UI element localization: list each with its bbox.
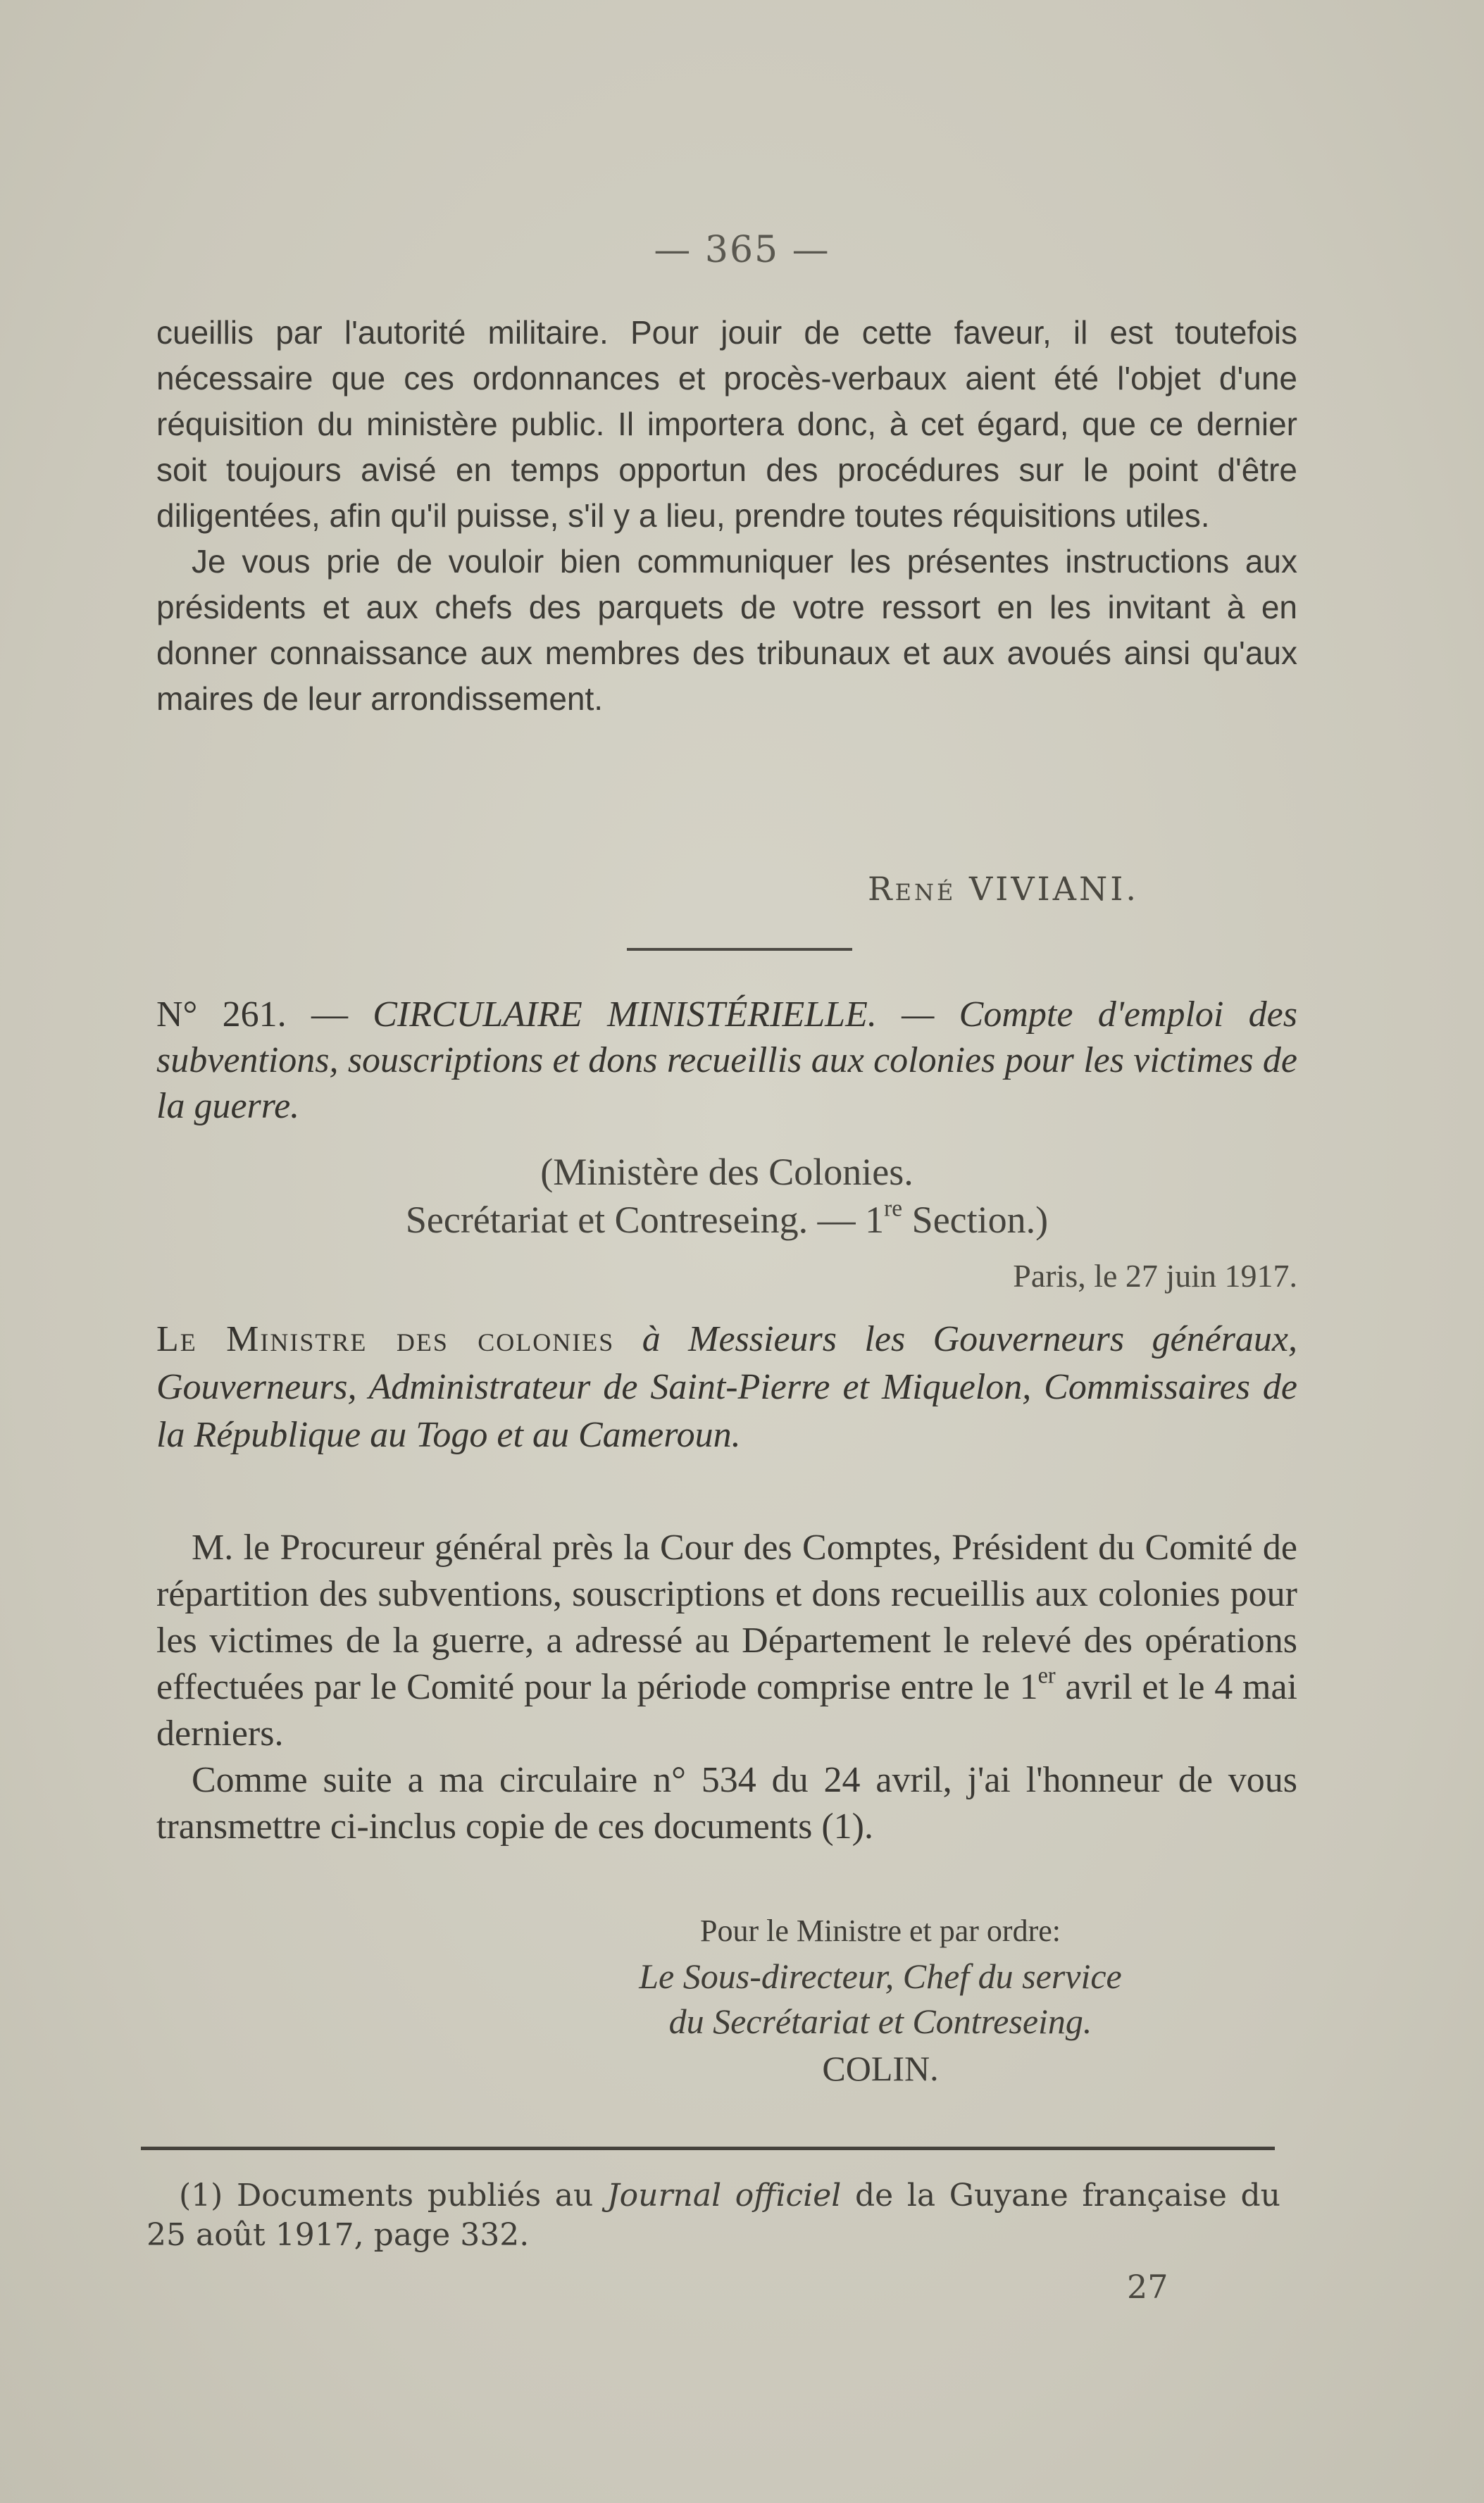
ministry-line-2: Secrétariat et Contreseing. — 1re Section.) — [405, 1195, 1049, 1241]
circular-subject: — Compte d'emploi des subventions, souscriptions et dons recueillis aux colonies pour les victimes de la guerre. — [156, 994, 1297, 1126]
closing-signature-colin: COLIN. — [822, 2049, 939, 2088]
circular-heading-block — [156, 992, 1297, 1129]
printer-signature-mark: 27 — [1127, 2268, 1168, 2306]
addressee-block — [156, 1316, 1297, 1459]
dateline: Paris, le 27 juin 1917. — [1013, 1258, 1297, 1294]
addressee-recipients: à Messieurs les Gouverneurs généraux, Gouverneurs, Administrateur de Saint-Pierre et Miquelon, Commissaires de la République au Togo et au Cameroun. — [156, 1319, 1298, 1455]
addressee — [156, 1316, 1297, 1459]
section-divider — [627, 948, 852, 951]
top-paragraph-2: Je vous prie de vouloir bien communiquer les présentes instructions aux présidents et aux chefs des parquets de votre ressort en les invitant à en donner connaissance aux membres des tribunaux et aux avoués ainsi qu'aux maires de leur arrondissement. — [156, 543, 1297, 717]
body-paragraph-1: M. le Procureur général près la Cour des Comptes, Président du Comité de répartition des subventions, souscriptions et dons recueillis aux colonies pour les victimes de la guerre, a adressé au Département le relevé des opérations effectuées par le Comité pour la période comprise entre le 1er avril et le 4 mai derniers. — [156, 1528, 1297, 1754]
body-paragraph-2: Comme suite a ma circulaire n° 534 du 24 avril, j'ai l'honneur de vous transmettre ci-inclus copie de ces documents (1). — [156, 1760, 1297, 1847]
ministry-block — [156, 1148, 1297, 1244]
circular-heading — [156, 992, 1297, 1129]
ministry-line-1: (Ministère des Colonies. — [540, 1151, 914, 1193]
addressee-sender: Le Ministre des colonies — [156, 1319, 615, 1359]
closing-line-2: Le Sous-directeur, Chef du service — [639, 1956, 1122, 1996]
circular-title: CIRCULAIRE MINISTÉRIELLE. — [373, 994, 877, 1035]
signature-viviani: René VIVIANI. — [867, 870, 1139, 908]
footnote-rule — [141, 2147, 1275, 2150]
body-block — [156, 1525, 1297, 1850]
footnote: (1) Documents publiés au Journal officiel de la Guyane française du 25 août 1917, page 332. — [146, 2178, 1281, 2253]
top-text-block — [156, 310, 1297, 722]
closing-line-3: du Secrétariat et Contreseing. — [668, 2002, 1092, 2041]
circular-number: N° 261. — — [156, 994, 348, 1035]
closing-line-1: Pour le Ministre et par ordre: — [700, 1914, 1061, 1948]
top-paragraph-1: cueillis par l'autorité militaire. Pour jouir de cette faveur, il est toutefois nécessaire que ces ordonnances et procès-verbaux aient été l'objet d'une réquisition du ministère public. Il importera donc, à cet égard, que ce dernier soit toujours avisé en temps opportun des procédures sur le point d'être diligentées, afin qu'il puisse, s'il y a lieu, prendre toutes réquisitions utiles. — [156, 314, 1297, 534]
closing-block — [521, 1909, 1240, 2093]
page-number: — 365 — — [654, 229, 830, 271]
